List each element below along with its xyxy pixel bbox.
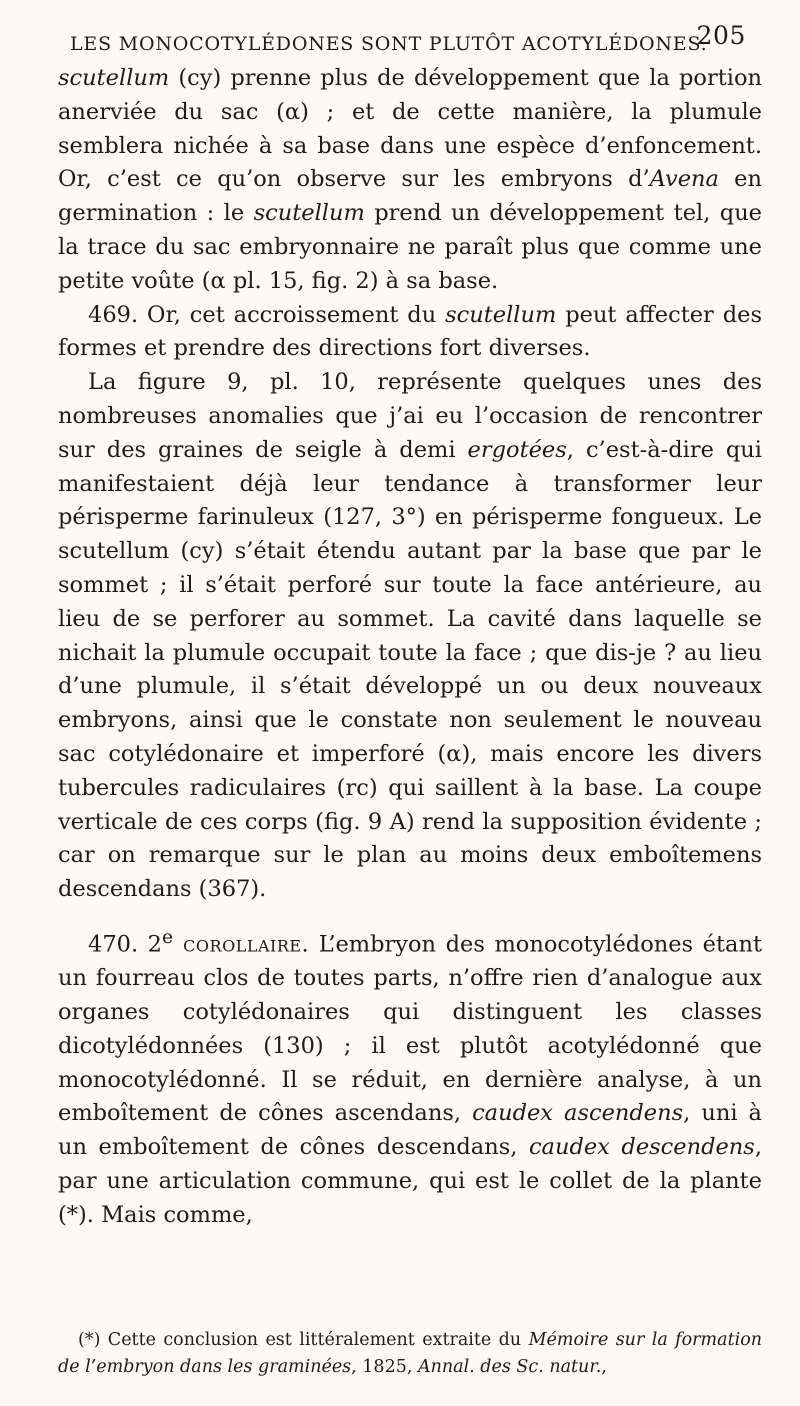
text-run: (*) Cette conclusion est littéralement extraite du [78, 1330, 529, 1350]
text-run: , c’est-à-dire qui manifestaient déjà leur tendance à transformer leur périsperme farinuleux (127, 3°) en périsperme fongueux. Le scutellum (cy) s’était étendu autant par la base que par le sommet ; il s’était perforé sur toute la face antérieure, au lieu de se perforer au sommet. La cavité dans laquelle se nichait la plumule occupait toute la face ; que dis-je ? au lieu d’une plumule, il s’était développé un ou deux nouveaux embryons, ainsi que le constate non seulement le nouveau sac cotylédonaire et imperforé (α), mais encore les divers tubercules radiculaires (rc) qui saillent à la base. La coupe verticale de ces corps (fig. 9 A) rend la supposition évidente ; car on remarque sur le plan au moins deux emboîtemens descendans (367). [58, 436, 762, 903]
italic-term: scutellum [58, 65, 170, 91]
text-run: prend un développement tel, que la trace du sac embryonnaire ne paraît plus que comme une petite voûte (α pl. 15, fig. 2) à sa base. [58, 200, 763, 294]
page-number: 205 [696, 21, 746, 50]
text-run: 469. Or, cet accroissement du [88, 301, 446, 328]
paragraph-figure-9 [58, 366, 762, 907]
text-run: , par une articulation commune, qui est le collet de la plante (*). Mais comme, [58, 1134, 762, 1228]
corollary-label: corollaire. [173, 931, 310, 958]
superscript: e [162, 926, 174, 948]
running-head [58, 14, 762, 62]
italic-term: scutellum [253, 200, 365, 227]
italic-term: scutellum [445, 301, 557, 328]
footnote-text [58, 1327, 762, 1381]
italic-title: Mémoire sur la formation de l’embryon dans les graminées [58, 1330, 763, 1377]
footnote [58, 1327, 762, 1381]
body-text [58, 62, 762, 1233]
italic-journal: Annal. des Sc. natur. [417, 1357, 602, 1377]
text-run: , [601, 1357, 607, 1377]
text-run: La figure 9, pl. 10, représente quelques unes des nombreuses anomalies que j’ai eu l’occasion de rencontrer sur des graines de seigle à demi [58, 369, 762, 463]
paragraph-470 [58, 921, 762, 1233]
text-run: L’embryon des monocotylédones étant un fourreau clos de toutes parts, n’offre rien d’analogue aux organes cotylédonaires qui distinguent les classes dicotylédonnées (130) ; il est plutôt acotylédonné que monocotylédonné. Il se réduit, en dernière analyse, à un emboîtement de cônes ascendans, [58, 931, 762, 1127]
text-run: peut affecter des formes et prendre des directions fort diverses. [58, 301, 762, 362]
italic-term: caudex descendens [528, 1134, 755, 1161]
paragraph-469 [58, 299, 762, 367]
text-run: (cy) prenne plus de développement que la portion anerviée du sac (α) ; et de cette manière, la plumule semblera nichée à sa base dans une espèce d’enfoncement. Or, c’est ce qu’on observe sur les embryons d’ [58, 65, 762, 193]
italic-term: ergotées [467, 436, 567, 463]
text-run: , uni à un emboîtement de cônes descendans, [58, 1100, 762, 1161]
text-run: en germination : le [58, 166, 762, 227]
paragraph-continuation [58, 62, 762, 299]
text-run: 470. 2 [88, 931, 162, 958]
italic-term: caudex ascendens [472, 1100, 684, 1127]
italic-term: Avena [649, 166, 719, 193]
running-head-title: LES MONOCOTYLÉDONES SONT PLUTÔT ACOTYLÉDONES. [70, 33, 708, 55]
text-run: , 1825, [351, 1357, 418, 1377]
